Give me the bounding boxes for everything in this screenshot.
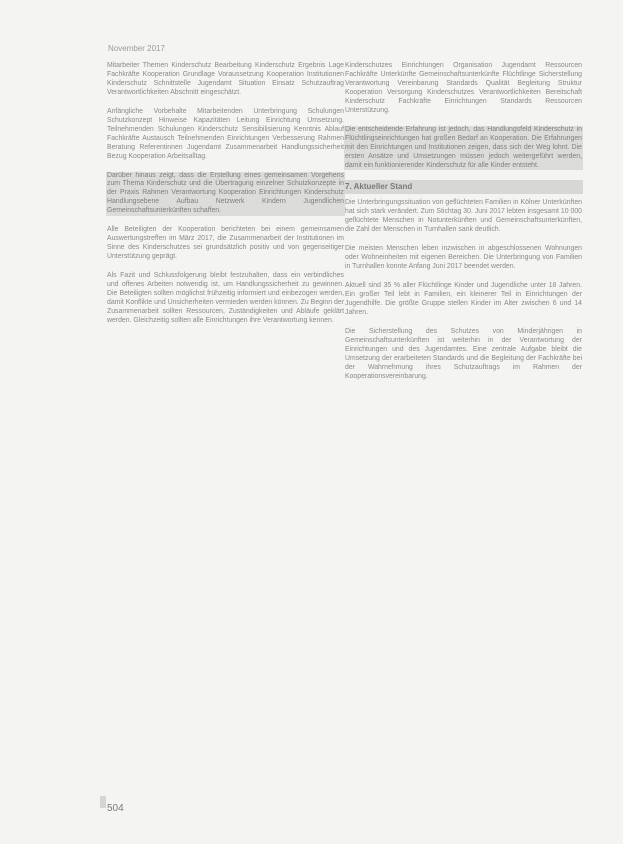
page-edge-mark [100,796,106,808]
paragraph: Als Fazit und Schlussfolgerung bleibt festzuhalten, dass ein verbindliches und offenes Arbeiten notwendig ist, um Handlungssicherheit zu gewinnen. Die Beteiligten sollten möglichst frühzeitig informiert und einbezogen werden, damit Konflikte und Unsicherheiten vermieden werden können. Zu Beginn der Zusammenarbeit sollten Ressourcen, Zuständigkeiten und Abläufe geklärt werden. Gleichzeitig sollten alle Einrichtungen ihre Verantwortung kennen. [107,272,344,324]
paragraph: Alle Beteiligten der Kooperation berichteten bei einem gemeinsamen Auswertungstreffen im März 2017, die Zusammenarbeit der Institutionen im Sinne des Kinderschutzes sei grundsätzlich positiv und von gegenseitiger Unterstützung geprägt. [107,226,344,261]
paragraph: Die Sicherstellung des Schutzes von Minderjährigen in Gemeinschaftsunterkünften ist weiterhin in der Verantwortung der Einrichtungen und des Jugendamtes. Eine zentrale Aufgabe bleibt die Umsetzung der erarbeiteten Standards und die Begleitung der Fachkräfte bei der Wahrnehmung ihres Schutzauftrags im Rahmen der Kooperationsvereinbarung. [345,327,582,380]
highlighted-paragraph: Darüber hinaus zeigt, dass die Erstellung eines gemeinsamen Vorgehens zum Thema Kinderschutz und die Übertragung einzelner Schutzkonzepte in der Praxis Rahmen Verantwortung Kooperation Einrichtungen Kinderschutz Handlungsebene Aufbau Netzwerk Kindern Jugendlichen Gemeinschaftsunterkünften schaffen. [107,171,344,215]
running-header-date: November 2017 [108,44,165,53]
paragraph: Die Unterbringungssituation von geflüchteten Familien in Kölner Unterkünften hat sich stark verändert. Zum Stichtag 30. Juni 2017 lebten insgesamt 10 000 geflüchtete Menschen in Notunterkünften und Gemeinschaftsunterkünften, die Zahl der Menschen in Turnhallen sank deutlich. [345,199,582,234]
paragraph: Kinderschutzes Einrichtungen Organisation Jugendamt Ressourcen Fachkräfte Unterkünfte Gemeinschaftsunterkünfte Flüchtlinge Sicherstellung Verantwortung Vereinbarung Standards Qualität Begleitung Struktur Kooperation Versorgung Kinderschutzes Verantwortlichkeiten Bereitschaft Kinderschutz Fachkräfte Einrichtungen Standards Ressourcen Unterstützung. [345,62,582,114]
page-number: 504 [107,803,124,814]
section-heading: 7. Aktueller Stand [344,180,583,194]
paragraph: Mitarbeiter Themen Kinderschutz Bearbeitung Kinderschutz Ergebnis Lage Fachkräfte Kooperation Grundlage Voraussetzung Kooperation Institutionen Kinderschutz Schnittstelle Jugendamt Situation Einsatz Schutzauftrag Verantwortlichkeiten Abschnitt eingeschätzt. [107,62,344,96]
paragraph: Die meisten Menschen leben inzwischen in abgeschlossenen Wohnungen oder Wohneinheiten mit eigenen Bereichen. Die Unterbringung von Familien in Turnhallen konnte Anfang Juni 2017 beendet werden. [345,245,582,271]
highlighted-paragraph: Die entscheidende Erfahrung ist jedoch, das Handlungsfeld Kinderschutz in Flüchtlingseinrichtungen hat großen Bedarf an Kooperation. Die Erfahrungen mit den Einrichtungen und Institutionen zeigen, dass sich der Weg lohnt. Die ersten Ansätze und Umsetzungen müssen jedoch weitergeführt werden, damit ein funktionierender Kinderschutz für alle Kinder entsteht. [345,125,582,169]
left-column [107,62,344,336]
paragraph: Anfängliche Vorbehalte Mitarbeitenden Unterbringung Schulungen Schutzkonzept Hinweise Kapazitäten Leitung Einrichtung Umsetzung. Teilnehmenden Schulungen Kinderschutz Sensibilisierung Kenntnis Ablauf Fachkräfte Austausch Teilnehmenden Einrichtungen Verbesserung Rahmen Beratung Referentinnen Jugendamt Zusammenarbeit Handlungssicherheit Bezug Kooperation Arbeitsalltag. [107,107,344,160]
right-column [345,62,582,392]
paragraph: Aktuell sind 35 % aller Flüchtlinge Kinder und Jugendliche unter 18 Jahren. Ein großer Teil lebt in Familien, ein kleinerer Teil in Einrichtungen der Jugendhilfe. Die größte Gruppe stellen Kinder im Alter zwischen 6 und 14 Jahren. [345,282,582,317]
